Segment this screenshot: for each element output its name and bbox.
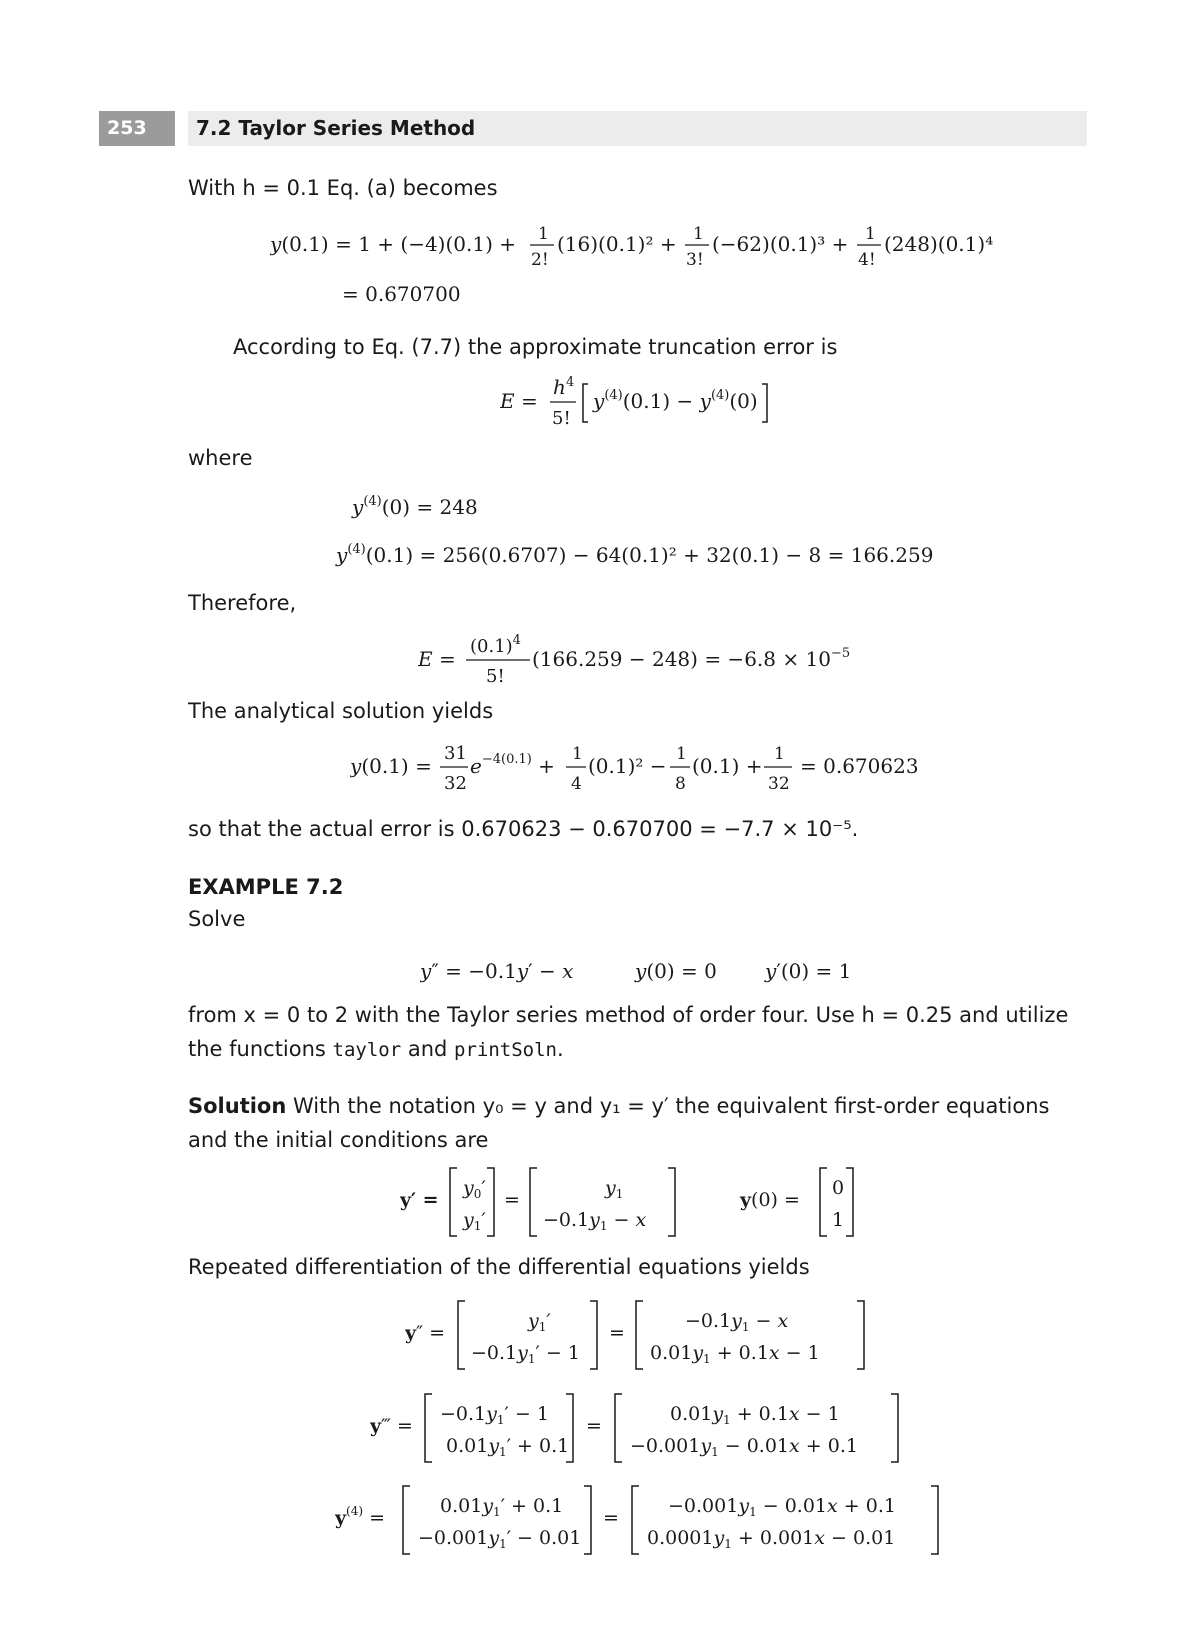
paragraph-analytical: The analytical solution yields: [188, 699, 494, 723]
svg-text:y0′: $y_0'$: [463, 1177, 486, 1201]
problem-text: and: [401, 1037, 455, 1061]
svg-text:y(0) = 0: y(0) = 0: [635, 959, 717, 983]
paragraph-truncation: According to Eq. (7.7) the approximate truncation error is: [233, 335, 838, 359]
svg-text:1: 1: [538, 224, 549, 244]
equation-ode: [420, 950, 870, 990]
svg-text:32: 32: [768, 774, 790, 794]
svg-text:y″ =: y″ =: [405, 1322, 446, 1344]
svg-text:y(4)(0) = 248: $y^{(4)}(0) = 248$: [352, 494, 478, 519]
svg-text:E =: E =: [500, 389, 538, 413]
svg-text:−0.1y1 − x: $-0.1y_1 - x$: [685, 1310, 789, 1334]
svg-text:y(4) =: $y^{(4)}$ =: [335, 1504, 386, 1529]
svg-text:0.01y1′ + 0.1: $0.01y_1' + 0.1$: [446, 1435, 570, 1459]
svg-text:0.01y1 + 0.1x − 1: $0.01y_1 + 0.1x - 1$: [670, 1403, 840, 1427]
svg-text:y(0) =: y(0) =: [740, 1189, 800, 1211]
solution-label: Solution: [188, 1094, 287, 1118]
problem-text: .: [557, 1037, 564, 1061]
svg-text:0.0001y1 + 0.001x − 0.01: $0.0001y_1 + 0.001x - 0.01$: [647, 1527, 896, 1551]
svg-text:1: 1: [572, 744, 583, 764]
equation-second-derivative: [405, 1295, 875, 1375]
equation-y4-values: [330, 490, 950, 570]
page-number: 253: [99, 111, 175, 146]
solution-text: With the notation y₀ = y and y₁ = y′ the equivalent first-order equations: [286, 1094, 1050, 1118]
svg-text:8: 8: [675, 774, 686, 794]
svg-text:y1: $y_1$: [605, 1177, 624, 1201]
svg-text:E =: E =: [418, 647, 456, 671]
paragraph-actual-error: so that the actual error is 0.670623 − 0.670700 = −7.7 × 10⁻⁵.: [188, 817, 859, 841]
svg-text:32: 32: [444, 773, 467, 794]
paragraph-therefore: Therefore,: [188, 591, 297, 615]
svg-text:1: 1: [865, 224, 876, 244]
paragraph-with-h: With h = 0.1 Eq. (a) becomes: [188, 176, 498, 200]
paragraph-solution-line2: and the initial conditions are: [188, 1128, 489, 1152]
svg-text:y(4)(0.1) − y(4)(0): $y^{(4)}(0.1) - y^{(4)}(0)$: [593, 388, 758, 413]
svg-text:−0.001y1 − 0.01x + 0.1: $-0.001y_1 - 0.01x + 0.1$: [668, 1495, 896, 1519]
svg-text:−0.1y1′ − 1: $-0.1y_1' - 1$: [440, 1403, 549, 1427]
svg-text:4!: 4!: [858, 250, 876, 270]
svg-text:(0.1) +: (0.1) +: [692, 754, 763, 778]
paragraph-where: where: [188, 446, 253, 470]
svg-text:(16)(0.1)² +: (16)(0.1)² +: [557, 232, 677, 256]
svg-text:=: =: [603, 1507, 619, 1529]
code-printsoln: printSoln: [454, 1039, 557, 1061]
paragraph-problem-line2: [188, 1035, 564, 1064]
paragraph-problem-line1: from x = 0 to 2 with the Taylor series method of order four. Use h = 0.25 and utilize: [188, 1003, 1069, 1027]
svg-text:=: =: [609, 1322, 625, 1344]
paragraph-solution-line1: [188, 1092, 1088, 1120]
equation-analytic-solution: [350, 737, 930, 799]
svg-text:(0.1)² −: (0.1)² −: [588, 754, 667, 778]
svg-text:y(0.1) =: y(0.1) =: [350, 754, 432, 778]
svg-text:y(0.1) = 1 + (−4)(0.1) +: y(0.1) = 1 + (−4)(0.1) +: [270, 232, 517, 256]
svg-text:=: =: [586, 1415, 602, 1437]
example-heading: EXAMPLE 7.2: [188, 875, 344, 899]
svg-text:5!: 5!: [552, 408, 571, 429]
svg-text:e−4(0.1) +: $e^{-4(0.1)}$ +: [470, 752, 555, 778]
paragraph-solve: Solve: [188, 907, 246, 931]
svg-text:−0.1y1 − x: $-0.1y_1 - x$: [543, 1209, 647, 1233]
svg-text:(248)(0.1)⁴: (248)(0.1)⁴: [884, 232, 994, 256]
svg-text:= 0.670623: = 0.670623: [800, 754, 919, 778]
equation-error-value: [418, 630, 858, 690]
svg-text:y(4)(0.1) = 256(0.6707) − 64(0: $y^{(4)}(0.1) = 256(0.6707) - 64(0.1)^2 + 32(0.1) - 8 = 166.259$: [336, 542, 934, 567]
svg-text:4: 4: [566, 375, 575, 390]
section-title: 7.2 Taylor Series Method: [196, 116, 476, 140]
svg-text:y1′: $y_1'$: [528, 1310, 551, 1334]
svg-text:y′ =: y′ =: [400, 1189, 439, 1211]
svg-text:−0.1y1′ − 1: $-0.1y_1' - 1$: [471, 1342, 580, 1366]
svg-text:y″ = −0.1y′ − x: y″ = −0.1y′ − x: [420, 959, 574, 983]
svg-text:1: 1: [832, 1209, 845, 1231]
svg-text:0.01y1′ + 0.1: $0.01y_1' + 0.1$: [440, 1495, 564, 1519]
equation-third-derivative: [370, 1388, 910, 1468]
svg-text:0: 0: [832, 1177, 845, 1199]
equation-truncation-error: [500, 372, 800, 434]
svg-text:y1′: $y_1'$: [463, 1209, 486, 1233]
svg-text:h: h: [553, 375, 566, 399]
svg-text:=: =: [504, 1189, 520, 1211]
svg-text:(0.1)4: $(0.1)^4$: [470, 633, 521, 657]
svg-text:1: 1: [774, 744, 785, 764]
equation-first-order-system: [400, 1162, 880, 1242]
svg-text:= 0.670700: = 0.670700: [342, 282, 461, 306]
paragraph-repeated: Repeated differentiation of the differential equations yields: [188, 1255, 810, 1279]
svg-text:y′(0) = 1: y′(0) = 1: [765, 959, 852, 983]
equation-fourth-derivative: [335, 1480, 950, 1560]
svg-text:0.01y1 + 0.1x − 1: $0.01y_1 + 0.1x - 1$: [650, 1342, 820, 1366]
svg-text:31: 31: [444, 743, 467, 764]
svg-text:1: 1: [693, 224, 704, 244]
svg-text:(166.259 − 248) = −6.8 × 10−5: $(166.259 - 248) = -6.8 \times 10^{-5}$: [532, 646, 851, 671]
svg-text:(−62)(0.1)³ +: (−62)(0.1)³ +: [712, 232, 849, 256]
equation-taylor-y01: [270, 215, 1030, 315]
svg-text:y‴ =: y‴ =: [370, 1415, 413, 1437]
svg-text:4: 4: [571, 774, 582, 794]
svg-text:3!: 3!: [686, 250, 704, 270]
svg-text:2!: 2!: [531, 250, 549, 270]
problem-text: the functions: [188, 1037, 333, 1061]
svg-text:1: 1: [676, 744, 687, 764]
code-taylor: taylor: [332, 1039, 402, 1061]
svg-text:−0.001y1 − 0.01x + 0.1: $-0.001y_1 - 0.01x + 0.1$: [630, 1435, 858, 1459]
svg-text:5!: 5!: [486, 666, 505, 687]
svg-text:−0.001y1′ − 0.01: $-0.001y_1' - 0.01$: [418, 1527, 582, 1551]
